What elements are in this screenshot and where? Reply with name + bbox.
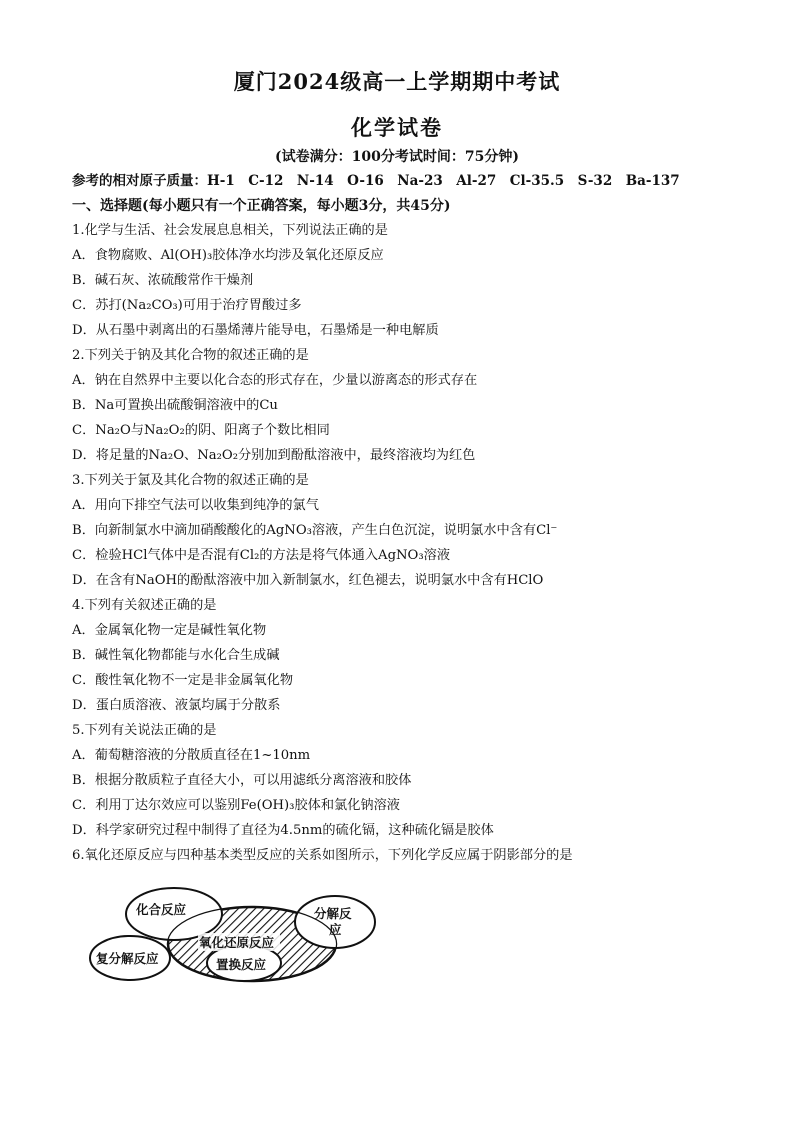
question-5-option-d: D．科学家研究过程中制得了直径为4.5nm的硫化镉，这种硫化镉是胶体 [72,823,494,838]
question-5-option-b: B．根据分散质粒子直径大小，可以用滤纸分离溶液和胶体 [72,773,412,788]
exam-info: (试卷满分：100分考试时间：75分钟) [275,149,519,165]
question-1-option-a: A．食物腐败、Al(OH)₃胶体净水均涉及氧化还原反应 [72,248,384,263]
question-3-stem: 3.下列关于氯及其化合物的叙述正确的是 [72,473,309,488]
question-4-option-d: D．蛋白质溶液、液氯均属于分散系 [72,698,281,713]
question-4-option-a: A．金属氧化物一定是碱性氧化物 [72,623,267,638]
question-1-option-d: D．从石墨中剥离出的石墨烯薄片能导电，石墨烯是一种电解质 [72,323,439,338]
question-6-stem: 6.氧化还原反应与四种基本类型反应的关系如图所示，下列化学反应属于阴影部分的是 [72,848,573,863]
label-combination: 化合反应 [136,902,187,917]
question-1-option-c: C．苏打(Na₂CO₃)可用于治疗胃酸过多 [72,298,302,313]
question-1-stem: 1.化学与生活、社会发展息息相关，下列说法正确的是 [72,223,388,238]
question-4-stem: 4.下列有关叙述正确的是 [72,598,217,613]
reaction-venn-diagram [88,880,378,990]
question-2-option-c: C．Na₂O与Na₂O₂的阴、阳离子个数比相同 [72,423,330,438]
question-2-option-b: B．Na可置换出硫酸铜溶液中的Cu [72,398,278,413]
exam-subject: 化学试卷 [351,115,443,140]
label-decomposition-1: 分解反 [314,906,352,921]
question-4-option-b: B．碱性氧化物都能与水化合生成碱 [72,648,280,663]
section-heading: 一、选择题(每小题只有一个正确答案，每小题3分，共45分) [72,198,451,214]
label-decomposition-2: 应 [329,922,342,937]
label-redox: 氧化还原反应 [199,935,275,950]
question-1-option-b: B．碱石灰、浓硫酸常作干燥剂 [72,273,254,288]
question-2-option-a: A．钠在自然界中主要以化合态的形式存在，少量以游离态的形式存在 [72,373,478,388]
question-5-option-c: C．利用丁达尔效应可以鉴别Fe(OH)₃胶体和氯化钠溶液 [72,798,400,813]
exam-title: 厦门2024级高一上学期期中考试 [233,69,561,94]
question-2-stem: 2.下列关于钠及其化合物的叙述正确的是 [72,348,309,363]
question-3-option-d: D．在含有NaOH的酚酞溶液中加入新制氯水，红色褪去，说明氯水中含有HClO [72,573,544,588]
question-4-option-c: C．酸性氧化物不一定是非金属氧化物 [72,673,294,688]
question-2-option-d: D．将足量的Na₂O、Na₂O₂分别加到酚酞溶液中，最终溶液均为红色 [72,448,476,463]
question-3-option-b: B．向新制氯水中滴加硝酸酸化的AgNO₃溶液，产生白色沉淀，说明氯水中含有Cl⁻ [72,523,558,538]
question-5-stem: 5.下列有关说法正确的是 [72,723,217,738]
question-3-option-a: A．用向下排空气法可以收集到纯净的氯气 [72,498,319,513]
question-5-option-a: A．葡萄糖溶液的分散质直径在1~10nm [72,748,311,763]
atomic-masses: 参考的相对原子质量：H-1 C-12 N-14 O-16 Na-23 Al-27 Cl-35.5 S-32 Ba-137 [72,173,680,189]
label-double-displacement: 复分解反应 [96,951,159,966]
question-3-option-c: C．检验HCl气体中是否混有Cl₂的方法是将气体通入AgNO₃溶液 [72,548,451,563]
label-displacement: 置换反应 [216,957,267,972]
